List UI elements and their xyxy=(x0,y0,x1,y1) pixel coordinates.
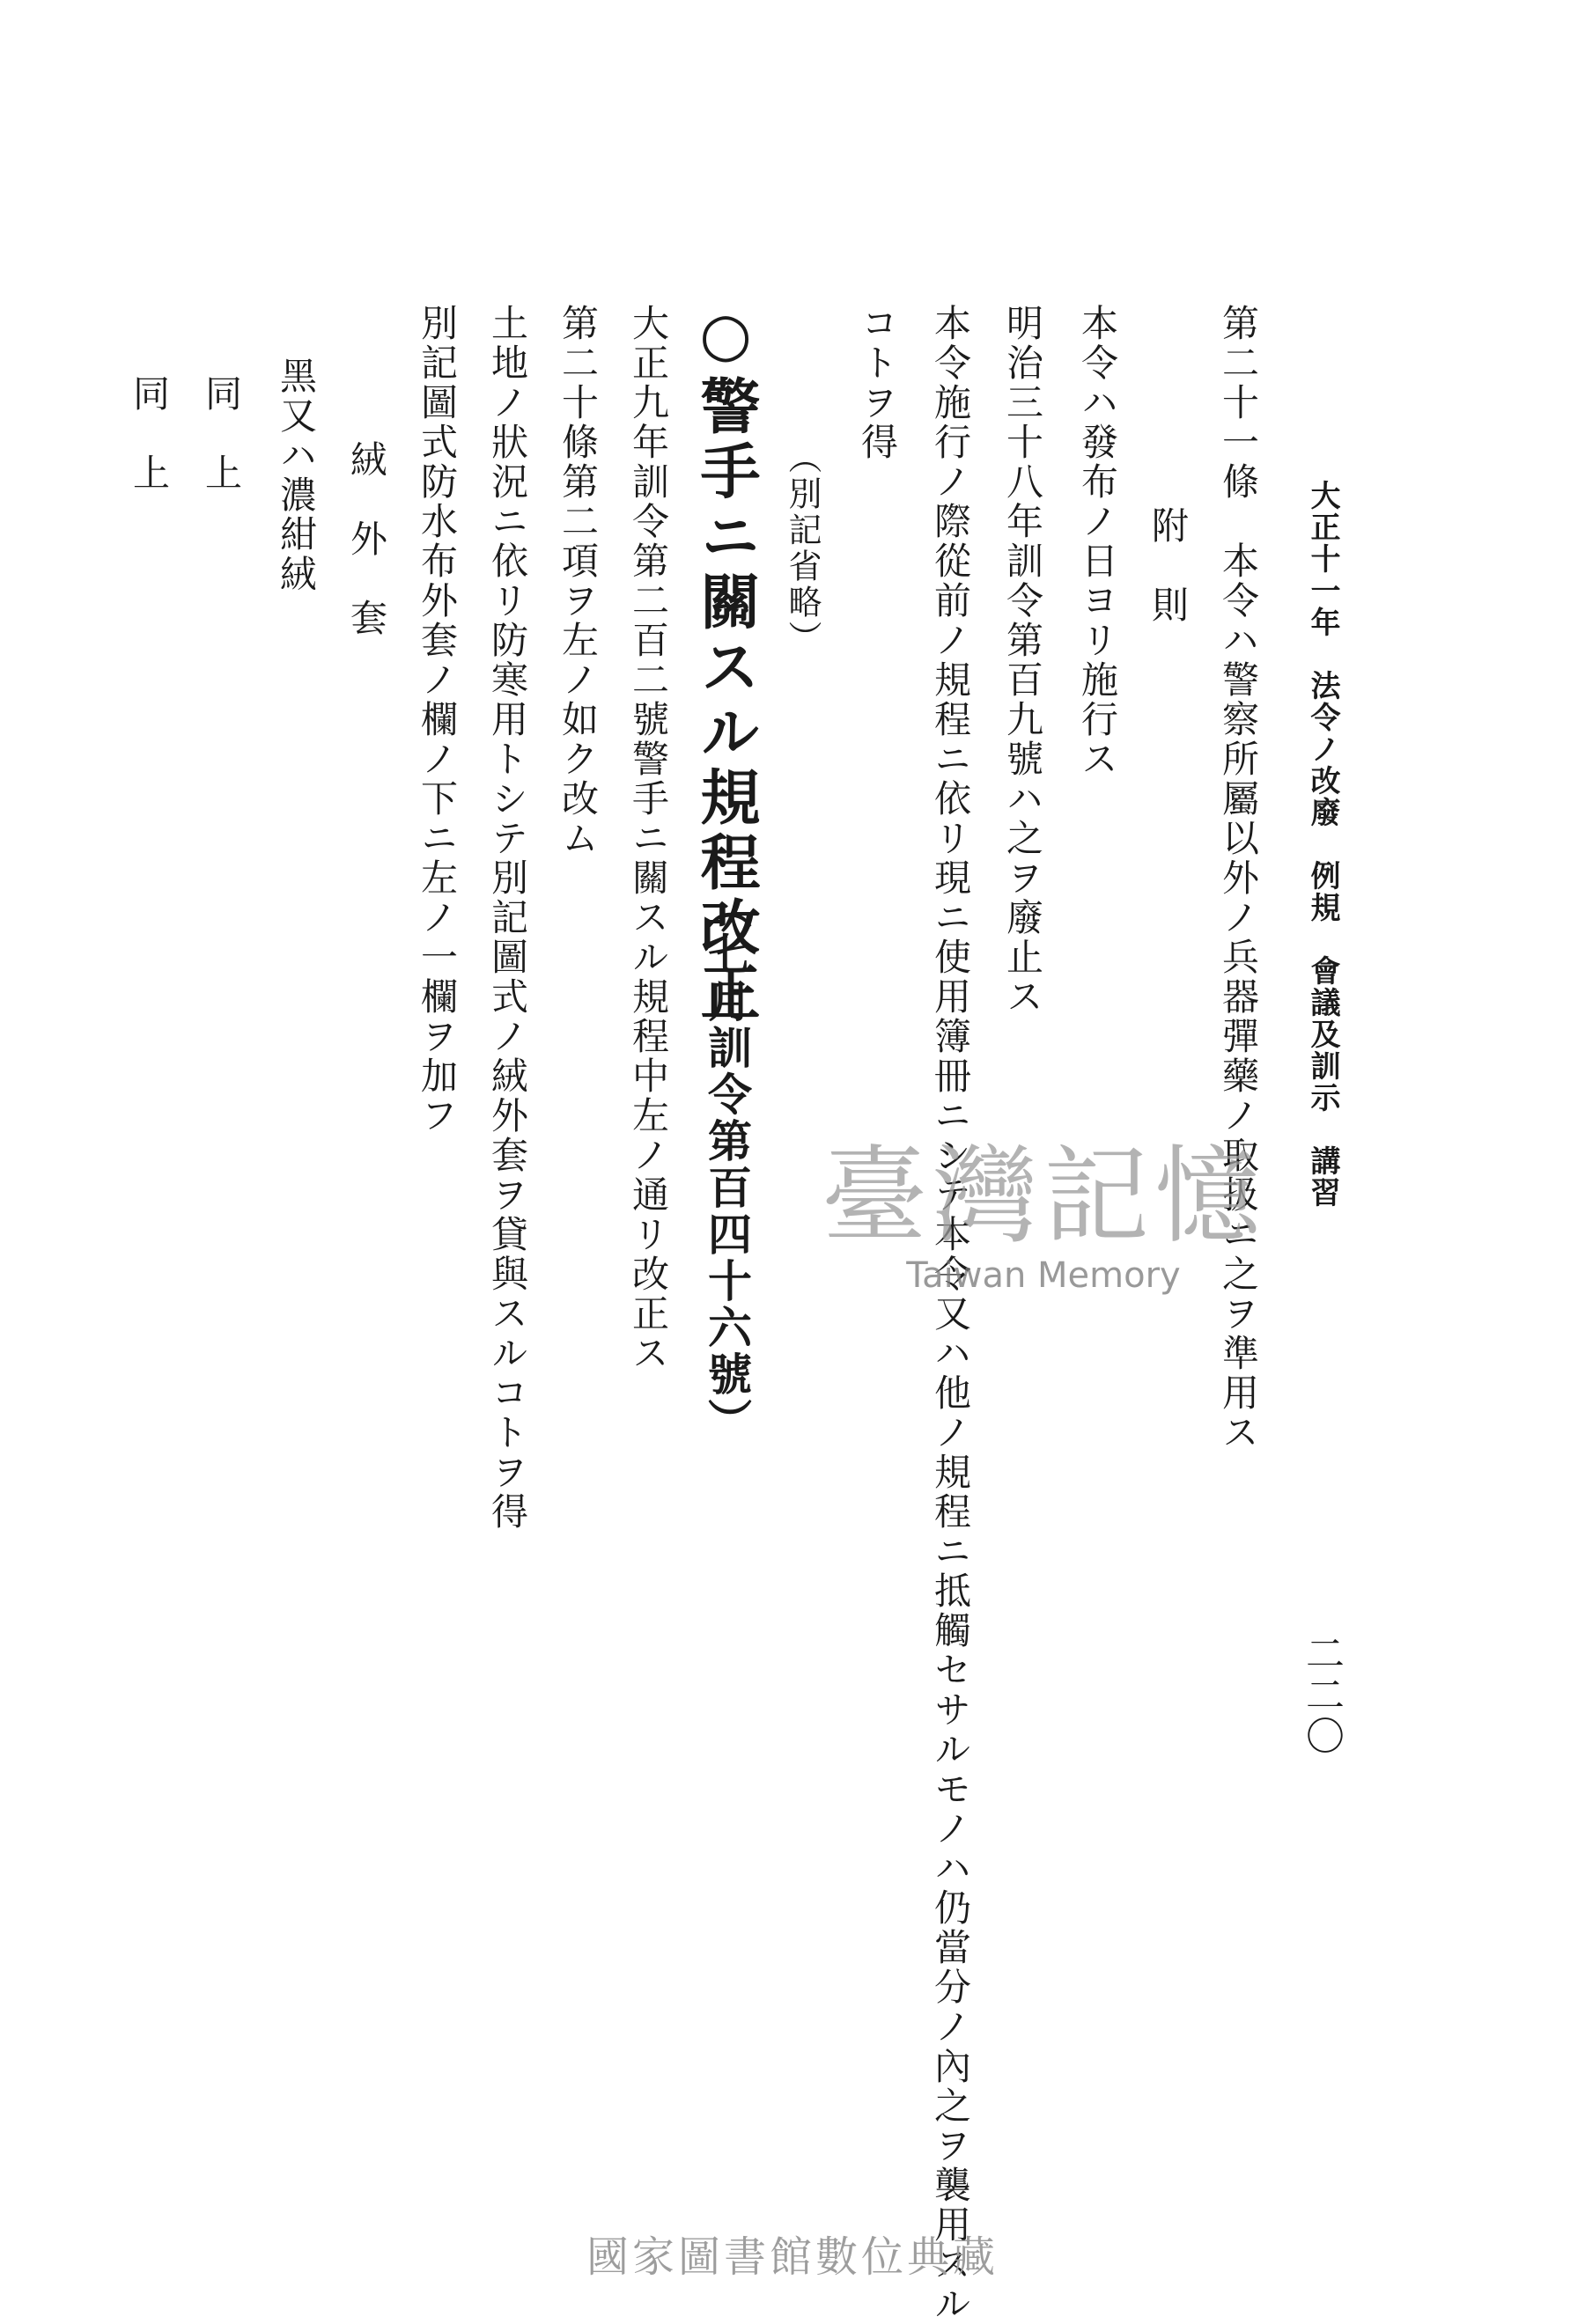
supplementary-line-1: 本令ハ發布ノ日ヨリ施行ス xyxy=(1076,304,1119,779)
supplementary-heading: 附 則 xyxy=(1146,506,1190,625)
table-same-as-above-2: 同 上 xyxy=(128,374,171,493)
article-21: 第二十一條 本令ハ警察所屬以外ノ兵器彈藥ノ取扱ニ之ヲ準用ス xyxy=(1217,304,1260,1452)
appendix-omitted-note: （別記省略） xyxy=(783,440,822,657)
section-title: ○警手ニ關スル規程改正 xyxy=(690,299,761,1026)
amendment-line-1: 大正九年訓令第二百二號警手ニ關スル規程中左ノ通リ改正ス xyxy=(627,304,670,1373)
taiwan-memory-watermark xyxy=(797,1136,1290,1296)
watermark-logo-text: 臺灣記憶 xyxy=(822,1136,1265,1258)
section-title-note: （七月訓令第百四十六號） xyxy=(701,885,753,1445)
page-number: 二二〇 xyxy=(1299,1633,1344,1757)
amendment-line-2: 第二十條第二項ヲ左ノ如ク改ム xyxy=(557,304,600,858)
watermark-logo-english: Taiwan Memory xyxy=(906,1255,1181,1296)
supplementary-line-2: 明治三十八年訓令第百九號ハ之ヲ廢止ス xyxy=(1001,304,1044,1017)
footer-credit: 國家圖書館數位典藏 xyxy=(586,2232,999,2282)
table-same-as-above-1: 同 上 xyxy=(200,374,243,493)
supplementary-line-3: 本令施行ノ際從前ノ規程ニ依リ現ニ使用簿冊ニシテ本令又ハ他ノ規程ニ抵觸セサルモノハ仍當分ノ內之ヲ襲用スル xyxy=(929,304,972,2324)
table-color-value: 黑又ハ濃紺絨 xyxy=(275,357,318,594)
supplementary-line-4: コトヲ得 xyxy=(856,304,899,462)
table-item-wool-overcoat: 絨 外 套 xyxy=(345,440,388,638)
amendment-line-3: 土地ノ狀況ニ依リ防寒用トシテ別記圖式ノ絨外套ヲ貸與スルコトヲ得 xyxy=(486,304,529,1532)
running-header: 大正十一年 法令ノ改廢 例規 會議及訓示 講習 xyxy=(1305,480,1340,1209)
amendment-line-4: 別記圖式防水布外套ノ欄ノ下ニ左ノ一欄ヲ加フ xyxy=(416,304,459,1136)
